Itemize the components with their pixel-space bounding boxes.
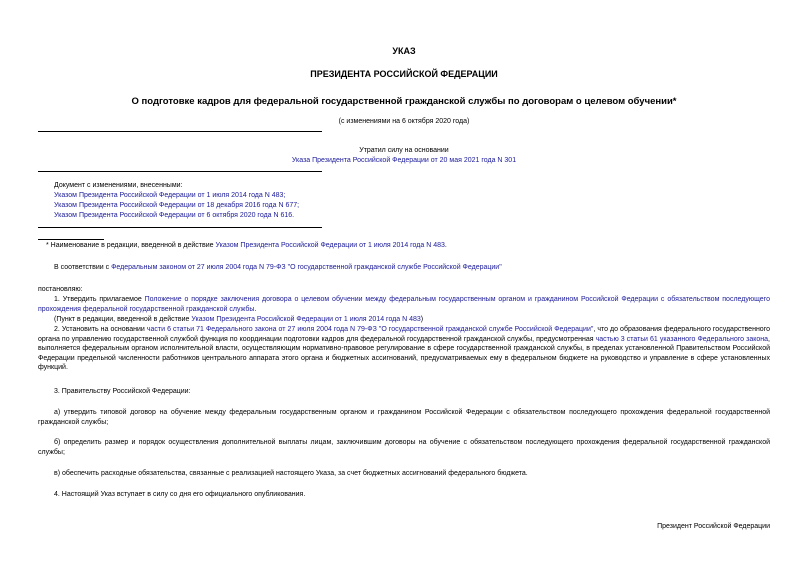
regulation-link[interactable]: Положение о порядке заключения договора о целевом обучении между федеральным государственным органом и гражданином Российской Федерации с обязательством последующего прохождения федеральной государственной гражданской службы — [38, 296, 770, 313]
amendment-link[interactable]: Указом Президента Российской Федерации от 18 декабря 2016 года N 677; — [54, 202, 300, 209]
p2-suffix: , выполняется федеральным органом исполнительной власти, осуществляющим нормативно-правовое регулирование в сфере государственной гражданской службы, в пределах установленной Правительством Российской Федерации предельной численности работников центрального аппарата этого органа и бюджетных ассигнований, предусматриваемых ему в федеральном бюджете на руководство и управление в сфере установленных функций. — [38, 335, 770, 372]
divider — [38, 131, 322, 132]
p1-note-text: (Пункт в редакции, введенной в действие — [54, 316, 190, 323]
issuer-heading: ПРЕЗИДЕНТА РОССИЙСКОЙ ФЕДЕРАЦИИ — [310, 69, 498, 79]
divider — [38, 171, 322, 172]
preamble — [54, 263, 770, 273]
footnote-text: * Наименование в редакции, введенной в действие — [46, 242, 214, 249]
paragraph-2 — [38, 325, 770, 373]
footnote-divider — [38, 239, 104, 240]
p1-note-link[interactable]: Указом Президента Российской Федерации от 1 июля 2014 года N 483 — [191, 316, 421, 323]
p1-note-suffix: ) — [420, 316, 424, 323]
signature: Президент Российской Федерации — [657, 523, 770, 530]
status-label: Утратил силу на основании — [359, 147, 449, 154]
amendment-link[interactable]: Указом Президента Российской Федерации от 6 октября 2020 года N 616. — [54, 212, 295, 219]
paragraph-4: 4. Настоящий Указ вступает в силу со дня его официального опубликования. — [54, 491, 306, 498]
article-61-link[interactable]: частью 3 статьи 61 указанного Федерального закона — [595, 335, 769, 343]
amended-note: (с изменениями на 6 октября 2020 года) — [338, 118, 470, 125]
footnote-suffix: . — [444, 242, 447, 249]
p1-text: 1. Утвердить прилагаемое — [54, 296, 142, 303]
p2-text: 2. Установить на основании — [54, 326, 145, 333]
federal-law-link[interactable]: Федеральным законом от 27 июля 2004 года N 79-ФЗ "О государственной гражданской службе Российской Федерации" — [111, 264, 502, 271]
paragraph-1 — [38, 295, 770, 314]
amendment-link[interactable]: Указом Президента Российской Федерации от 1 июля 2014 года N 483; — [54, 192, 286, 199]
p1-edit-note — [54, 315, 770, 325]
article-71-link[interactable]: части 6 статьи 71 Федерального закона от 27 июля 2004 года N 79-ФЗ "О государственной гражданской службе Российской Федерации" — [146, 326, 594, 333]
footnote-link[interactable]: Указом Президента Российской Федерации от 1 июля 2014 года N 483 — [215, 242, 445, 249]
preamble-text: В соответствии с — [54, 264, 110, 271]
p3-item-v: в) обеспечить расходные обязательства, связанные с реализацией настоящего Указа, за счет бюджетных ассигнований федерального бюджета. — [54, 470, 528, 477]
p3-item-a: а) утвердить типовой договор на обучение между федеральным государственным органом и гражданином Российской Федерации с обязательством последующего прохождения федеральной государственной гражданской службы; — [38, 409, 770, 426]
decree-word: постановляю: — [38, 286, 83, 293]
footnote — [46, 241, 766, 251]
p3-intro: 3. Правительству Российской Федерации: — [54, 388, 191, 395]
divider — [38, 227, 322, 228]
p2-mid: , что до образования федерального государственного органа по управлению государственной службой функция по координации подготовки кадров для федеральной государственной гражданской службы, предусмотренная — [38, 326, 770, 343]
doc-type-heading: УКАЗ — [392, 46, 416, 56]
amendments-block — [54, 181, 554, 221]
p3-item-b: б) определить размер и порядок осуществления дополнительной выплаты лицам, заключившим договоры на обучение с обязательством последующего прохождения федеральной государственной гражданской службы; — [38, 439, 770, 456]
amendments-intro: Документ с изменениями, внесенными: — [54, 182, 183, 189]
repeal-decree-link[interactable]: Указа Президента Российской Федерации от 20 мая 2021 года N 301 — [291, 157, 517, 164]
p1-suffix: . — [254, 305, 257, 313]
doc-title: О подготовке кадров для федеральной государственной гражданской службы по договорам о целевом обучении* — [131, 96, 677, 107]
